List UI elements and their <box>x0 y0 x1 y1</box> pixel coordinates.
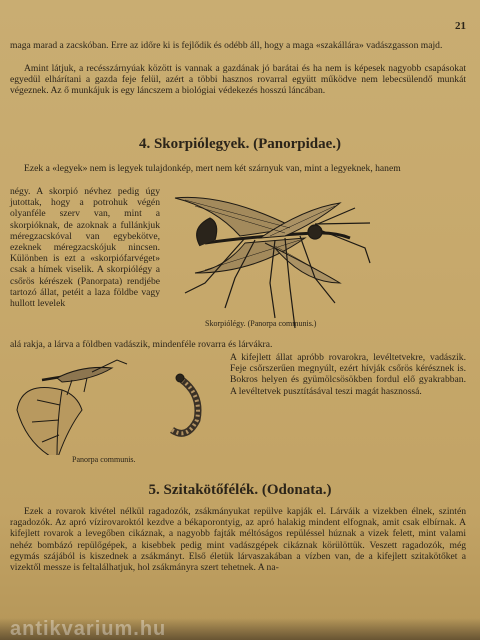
figure-caption-large: Skorpiólégy. (Panorpa communis.) <box>205 319 317 328</box>
page-number: 21 <box>455 20 466 32</box>
section-5-heading: 5. Szitakötőfélék. (Odonata.) <box>148 482 332 498</box>
section-4-heading: 4. Skorpiólegyek. (Panorpidae.) <box>138 136 342 152</box>
section-4-full-line: alá rakja, a lárva a földben vadászik, mindenféle rovarra és lárvákra. <box>10 339 273 350</box>
intro-paragraph-1: maga marad a zacskóban. Erre az időre ki is fejlődik és odébb áll, hogy a maga «szakállára» vadászgasson majd. <box>10 40 443 51</box>
panorpa-leaf-larva-illustration <box>12 350 212 455</box>
figure-caption-small: Panorpa communis. <box>72 455 136 464</box>
intro-paragraph-2: Amint látjuk, a recésszárnyúak között is vannak a gazdának jó barátai és ha nem is képesek nagyobb csapásokat egyedül elhárítani a gazda feje felül, azért a többi hasznos rovarral együtt működve nem lebecsülendő munkát végeznek. Az ő munkájuk is egy láncszem a biológiai védekezés hosszú láncában. <box>10 63 466 97</box>
scorpion-fly-illustration <box>165 188 380 338</box>
watermark: antikvarium.hu <box>0 618 480 640</box>
section-5-text: Ezek a rovarok kivétel nélkül ragadozók, zsákmányukat repülve kapják el. Lárváik a vizekben élnek, szintén ragadozók. Az apró vízirovaroktól kezdve a békaporontyig, az apró halakig mindent elfognak, amit csak elbírnak. A kifejlett rovarok a levegőben cikáznak, a nagyobb fajták méltóságos repüléssel húznak a vizek felett, mint valami nehéz bombázó repülőgépek, a kisebbek pedig mint vadászgépek cikáznak körülöttük. Veszett ragadozók, még egymás szájából is kiszednek a zsákmányt. Első életük lárvaszakában a vízben van, de a kifejlett szitakötőket a vizektől messze is feltalálhatjuk, hol zsákmányra szert tehetnek. A na- <box>10 506 466 574</box>
section-4-right-column: A kifejlett állat apróbb rovarokra, levéltetvekre, vadászik. Feje csőrszerűen megnyúlt, ezért hívják csőrös kérésznek is. Bokros helyen és gyümölcsösökben fordul elő gyakrabban. A levéltetvek pusztításával teszi magát hasznossá. <box>230 352 466 397</box>
section-4-intro: Ezek a «legyek» nem is legyek tulajdonkép, mert nem két szárnyuk van, mint a legyeknek, hanem <box>24 163 401 174</box>
section-4-left-column: négy. A skorpió névhez pedig úgy jutottak, hogy a potrohuk végén olyanféle szerv van, mint a skorpióknak, de azoknak a fullánkjuk méregzacskóval van egybekötve, ezeknek méregzacskójuk nincsen. Különben is ezt a «skorpiófarvéget» csak a hímek viselik. A skorpiólégy a csőrös kérészek (Panorpata) rendjébe tartozó állat, petéit a laza földbe vagy hullott levelek <box>10 186 160 310</box>
